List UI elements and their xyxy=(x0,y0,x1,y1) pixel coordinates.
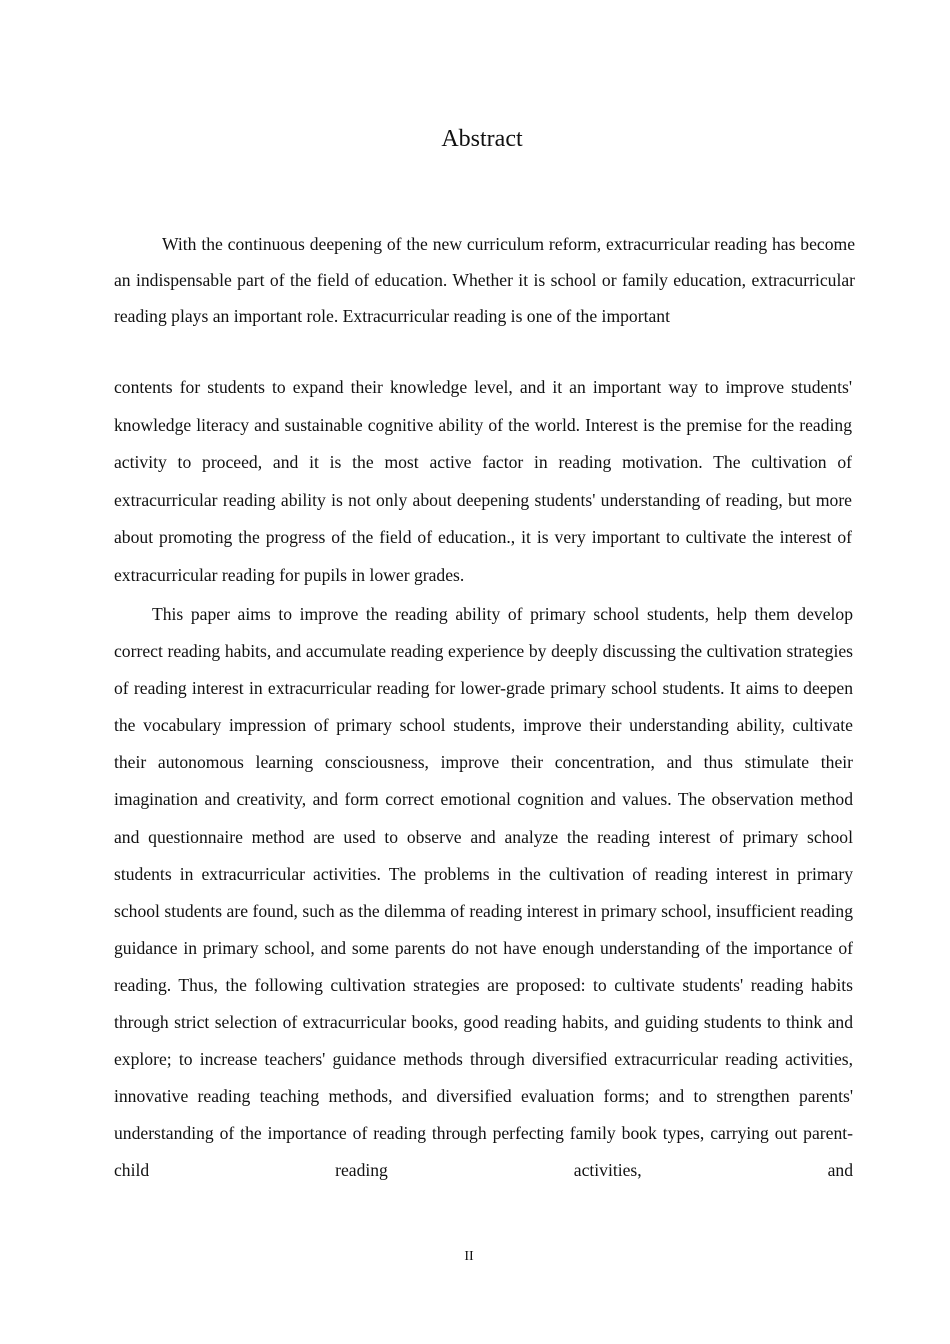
paragraph-1b-text: contents for students to expand their knowledge level, and it an important way to improve students' knowledge literacy and sustainable cognitive ability of the world. Interest is the premise for the reading activity to proceed, and it is the most active factor in reading motivation. The cultivation of extracurricular reading ability is not only about deepening students' understanding of reading, but more about promoting the progress of the field of education., it is very important to cultivate the interest of extracurricular reading for pupils in lower grades. xyxy=(114,377,852,585)
paragraph-2-text: This paper aims to improve the reading ability of primary school students, help them develop correct reading habits, and accumulate reading experience by deeply discussing the cultivation strategies of reading interest in extracurricular reading for lower-grade primary school students. It aims to deepen the vocabulary impression of primary school students, improve their understanding ability, cultivate their autonomous learning consciousness, improve their concentration, and thus stimulate their imagination and creativity, and form correct emotional cognition and values. The observation method and questionnaire method are used to observe and analyze the reading interest of primary school students in extracurricular activities. The problems in the cultivation of reading interest in primary school students are found, such as the dilemma of reading interest in primary school, insufficient reading guidance in primary school, and some parents do not have enough understanding of the importance of reading. Thus, the following cultivation strategies are proposed: to cultivate students' reading habits through strict selection of extracurricular books, good reading habits, and guiding students to think and explore; to increase teachers' guidance methods through diversified extracurricular reading activities, innovative reading teaching methods, and diversified evaluation forms; and to strengthen parents' understanding of the importance of reading through perfecting family book types, carrying out parent-child reading activities, and xyxy=(114,604,853,1181)
page-number: II xyxy=(464,1249,474,1264)
abstract-paragraph-1a xyxy=(114,226,855,334)
abstract-paragraph-1b xyxy=(114,369,852,595)
abstract-paragraph-2 xyxy=(114,596,853,1190)
abstract-title: Abstract xyxy=(441,126,523,152)
paragraph-1a-text: With the continuous deepening of the new curriculum reform, extracurricular reading has become an indispensable part of the field of education. Whether it is school or family education, extracurricular reading plays an important role. Extracurricular reading is one of the important xyxy=(114,234,855,326)
